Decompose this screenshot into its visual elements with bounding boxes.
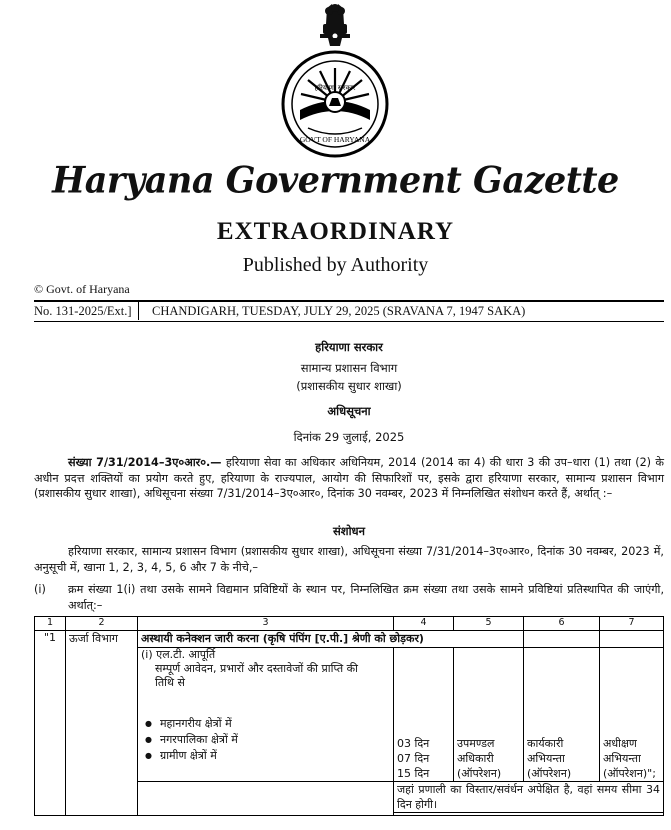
serial-number: "1	[35, 631, 66, 816]
first-grievance-authority: कार्यकारी अभियन्ता (ऑपरेशन)	[524, 648, 600, 782]
col-number: 4	[394, 617, 454, 631]
notice-branch: (प्रशासकीय सुधार शाखा)	[296, 379, 402, 393]
notice-heading: अधिसूचना	[327, 404, 371, 418]
bottom-rule	[34, 321, 664, 322]
svg-text:हरियाणा सरकार: हरियाणा सरकार	[314, 84, 356, 92]
col-number: 5	[454, 617, 524, 631]
amendment-heading: संशोधन	[332, 524, 366, 538]
gazette-authority: Published by Authority	[242, 254, 429, 276]
col-number: 7	[600, 617, 664, 631]
issue-number: No. 131-2025/Ext.]	[34, 304, 132, 318]
notice-ref-number: संख्या 7/31/2014–3ए०आर०.—	[68, 456, 222, 469]
item-text: क्रम संख्या 1(i) तथा उसके सामने विद्यमान प्रविष्टियों के स्थान पर, निम्नलिखित क्रम संख्या तथा उसके सामने प्रविष्टियां प्रतिस्थापित की जाएंगी, अर्थात्:–	[68, 583, 664, 612]
haryana-emblem-icon	[280, 2, 390, 164]
area-item: ● नगरपालिका क्षेत्रों में	[145, 732, 390, 748]
empty-cell	[600, 631, 664, 648]
col-number: 2	[66, 617, 138, 631]
item-marker: (i)	[34, 583, 46, 596]
table-header-row	[35, 617, 664, 631]
schedule-table	[34, 616, 664, 816]
empty-cell	[394, 813, 664, 816]
empty-cell	[138, 782, 394, 816]
top-rule	[34, 300, 664, 302]
notice-paragraph-1	[34, 455, 664, 502]
sub-description: सम्पूर्ण आवेदन, प्रभारों और दस्तावेजों की प्राप्ति की तिथि से	[155, 662, 358, 689]
svg-text:GOVT OF HARYANA: GOVT OF HARYANA	[299, 135, 371, 144]
timeline-note: जहां प्रणाली का विस्तार/सवंर्धन अपेक्षित है, वहां समय सीमा 34 दिन होगी।	[394, 782, 664, 813]
timeline-cell	[394, 648, 454, 782]
service-title: अस्थायी कनेक्शन जारी करना (कृषि पंपिंग [ए.पी.] श्रेणी को छोड़कर)	[138, 631, 524, 648]
department-cell: ऊर्जा विभाग	[66, 631, 138, 816]
second-grievance-authority: अधीक्षण अभियन्ता (ऑपरेशन)";	[600, 648, 664, 782]
col-number: 6	[524, 617, 600, 631]
notice-paragraph-2: हरियाणा सरकार, सामान्य प्रशासन विभाग (प्रशासकीय सुधार शाखा), अधिसूचना संख्या 7/31/2014–3ए०आर०, दिनांक 30 नवम्बर, 2023 में, अनुसूची में, खाना 1, 2, 3, 4, 5, 6 और 7 के नीचे,–	[34, 545, 664, 574]
designated-officer: उपमण्डल अधिकारी (ऑपरेशन)	[454, 648, 524, 782]
issue-dateline: CHANDIGARH, TUESDAY, JULY 29, 2025 (SRAVANA 7, 1947 SAKA)	[152, 304, 526, 318]
sub-item: (i) एल.टी. आपूर्ति	[141, 648, 216, 661]
col-number: 3	[138, 617, 394, 631]
timeline-item: 07 दिन	[397, 752, 430, 765]
timeline-item: 03 दिन	[397, 737, 430, 750]
issue-separator	[138, 300, 139, 320]
area-item: ● ग्रामीण क्षेत्रों में	[145, 748, 390, 764]
notice-item-i	[34, 582, 664, 613]
service-detail	[138, 648, 394, 782]
table-row	[35, 631, 664, 648]
gazette-extraordinary: EXTRAORDINARY	[216, 218, 455, 245]
notice-para1-text: हरियाणा सेवा का अधिकार अधिनियम, 2014 (2014 का 4) की धारा 3 की उप–धारा (1) तथा (2) के अधीन प्रदत्त शक्तियों का प्रयोग करते हुए, हरियाणा के राज्यपाल, आयोग की सिफारिशों पर, इसके द्वारा हरियाणा सरकार, सामान्य प्रशासन विभाग (प्रशासकीय सुधार शाखा), अधिसूचना संख्या 7/31/2014–3ए०आर०, दिनांक 30 नवम्बर, 2023 में निम्नलिखित संशोधन करते हैं, अर्थात् :–	[34, 456, 664, 500]
notice-govt: हरियाणा सरकार	[315, 340, 383, 354]
gazette-title: Haryana Government Gazette	[52, 158, 619, 203]
copyright-notice: © Govt. of Haryana	[34, 282, 130, 296]
notice-department: सामान्य प्रशासन विभाग	[300, 361, 398, 375]
col-number: 1	[35, 617, 66, 631]
area-item: ● महानगरीय क्षेत्रों में	[145, 716, 390, 732]
timeline-item: 15 दिन	[397, 767, 430, 780]
empty-cell	[524, 631, 600, 648]
notice-date: दिनांक 29 जुलाई, 2025	[293, 430, 405, 444]
